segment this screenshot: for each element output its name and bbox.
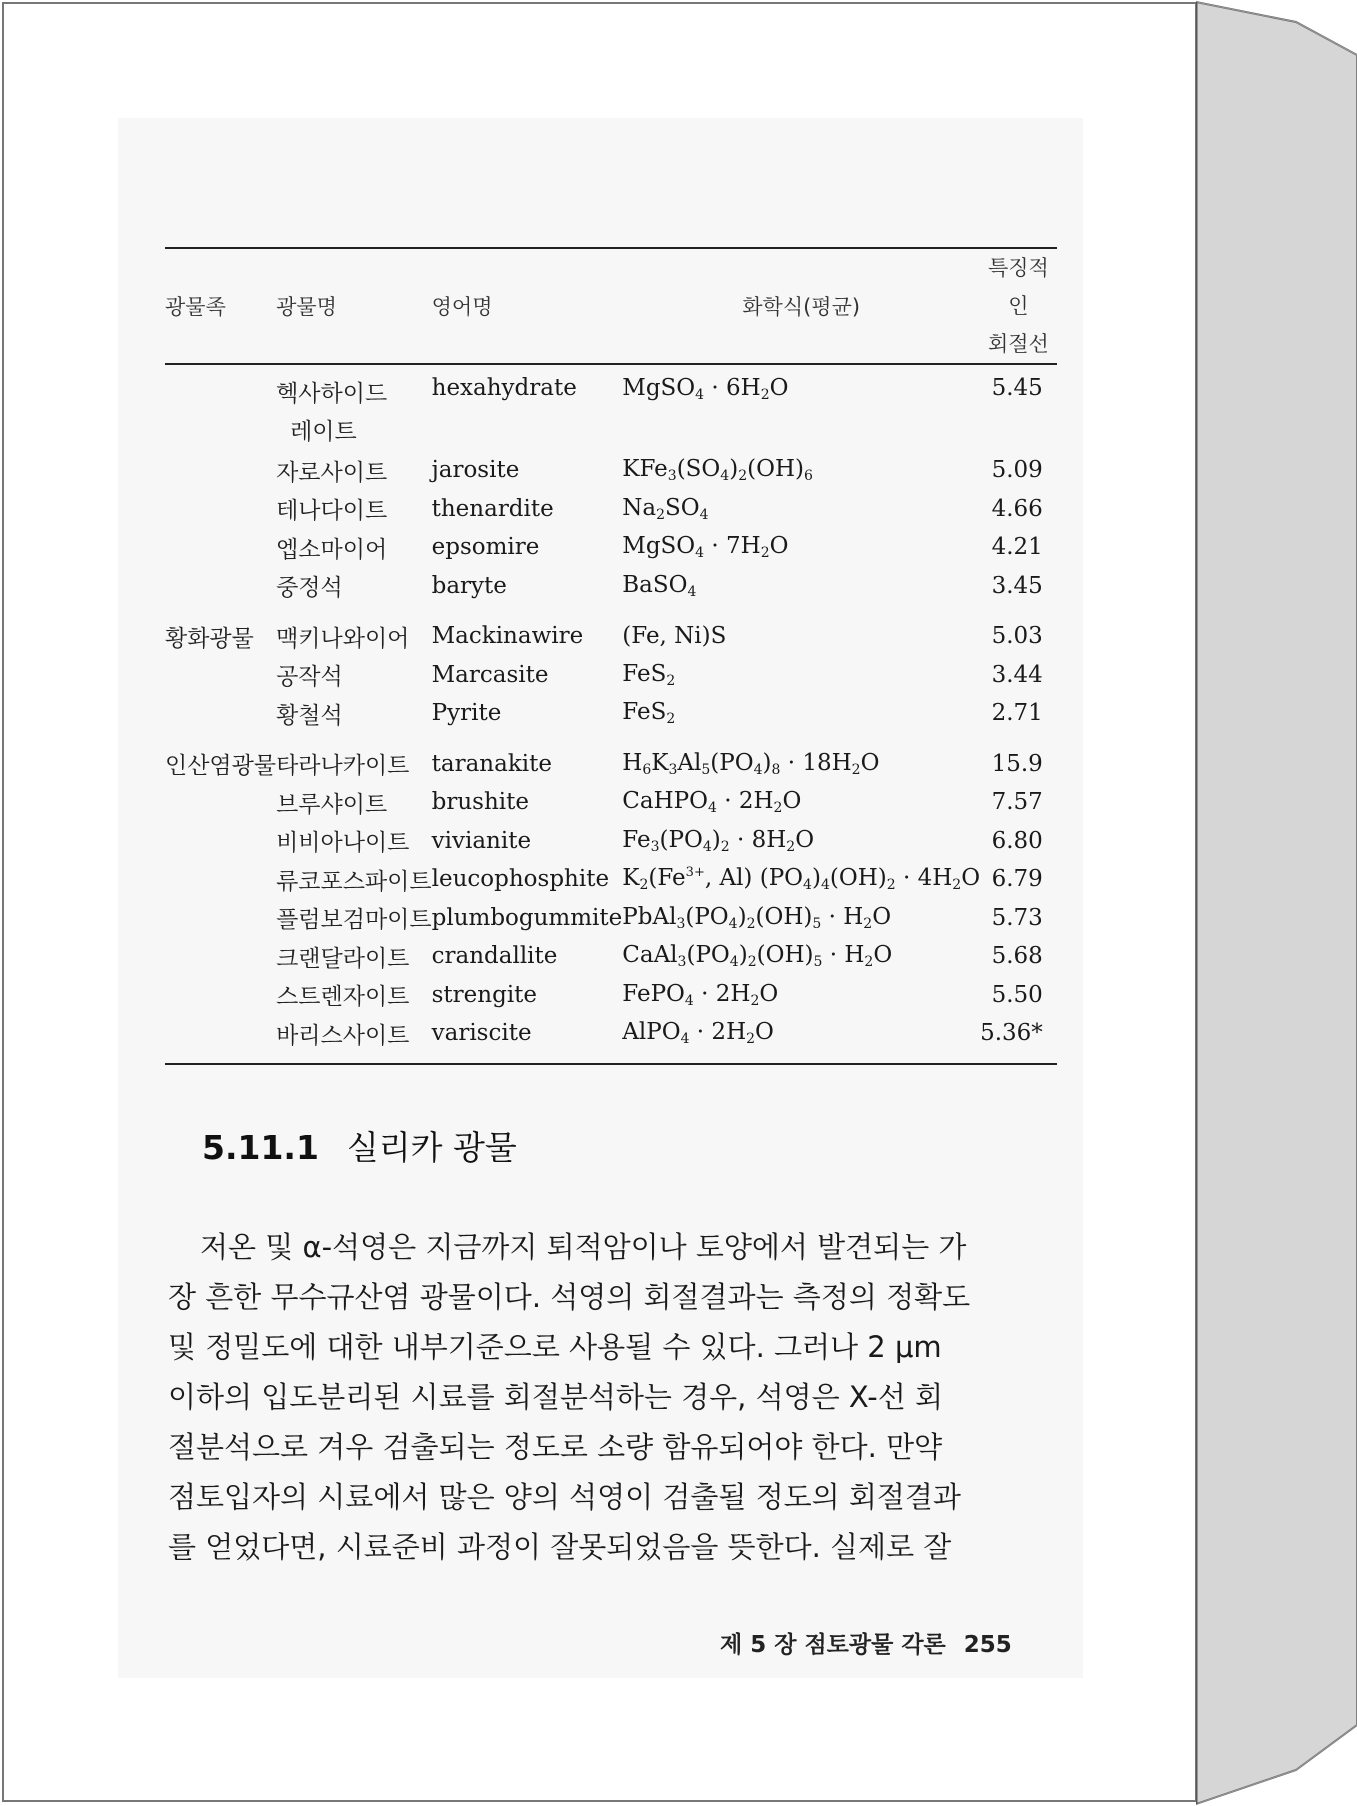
formula-part: ) <box>762 749 772 776</box>
body-line: 장 흔한 무수규산염 광물이다. 석영의 회절결과는 측정의 정확도 <box>168 1280 971 1314</box>
cell-diffraction-line: 4.66 <box>991 495 1043 522</box>
formula-part: BaSO <box>622 571 688 598</box>
formula-part: 4 <box>699 506 709 523</box>
cell-group <box>165 656 276 695</box>
formula-part: AlPO <box>622 1019 681 1046</box>
cell-english-name: strengite <box>431 981 538 1008</box>
formula-part: · 2H <box>693 980 751 1007</box>
formula-part: · H <box>821 903 864 930</box>
header-formula: 화학식(평균) <box>622 248 980 364</box>
formula-part: · 18H <box>780 749 852 776</box>
header-english: 영어명 <box>432 248 623 364</box>
formula-part: ) <box>811 865 821 892</box>
cell-mineral-name: 비비아나이트 <box>276 830 410 857</box>
formula-part: (OH) <box>829 865 887 892</box>
formula-part: 2 <box>773 800 783 817</box>
cell-mineral-name: 테나다이트 <box>276 498 388 525</box>
formula-part: · 6H <box>704 375 761 401</box>
formula-part: Al <box>677 749 702 776</box>
formula-part: MgSO <box>622 533 696 560</box>
formula-part: (PO <box>659 826 703 853</box>
formula-part: · H <box>822 942 865 969</box>
table-row <box>165 451 1057 490</box>
formula-part: , Al) (PO <box>704 865 804 892</box>
table-row <box>165 937 1057 976</box>
formula-part: 2 <box>639 877 649 894</box>
cell-mineral-name: 중정석 <box>276 575 343 602</box>
cell-formula <box>622 364 980 451</box>
formula-part: ) <box>711 826 721 853</box>
cell-group <box>165 528 276 567</box>
formula-part: H <box>622 749 643 776</box>
cell-formula <box>622 605 980 656</box>
running-footer <box>720 1626 1012 1659</box>
formula-part: 2 <box>886 877 896 894</box>
formula-part: 2 <box>738 468 748 485</box>
cell-english-name: leucophosphite <box>431 866 610 893</box>
formula-part: (Fe <box>648 865 686 892</box>
formula-part: 4 <box>753 761 763 778</box>
table-row <box>165 528 1057 567</box>
cell-diffraction-line: 5.09 <box>991 457 1043 484</box>
cell-mineral-name: 자로사이트 <box>276 459 388 486</box>
cell-diffraction-line: 4.21 <box>991 534 1043 561</box>
formula-part: 4 <box>695 545 705 562</box>
formula-part: FePO <box>622 980 685 1007</box>
cell-english-name: taranakite <box>431 750 552 777</box>
cell-english-name: baryte <box>431 572 507 599</box>
formula-part: 6 <box>803 468 813 485</box>
header-line <box>980 248 1057 364</box>
cell-english-name: Pyrite <box>431 700 502 727</box>
formula-part: 4 <box>729 954 739 971</box>
formula-part: · 8H <box>729 826 787 853</box>
formula-part: 4 <box>707 800 717 817</box>
formula-part: · 4H <box>895 865 953 892</box>
body-line: 이하의 입도분리된 시료를 회절분석하는 경우, 석영은 X-선 회 <box>168 1380 943 1414</box>
formula-part: PbAl <box>622 903 677 930</box>
formula-part: (OH) <box>755 903 813 930</box>
cell-english-name: Mackinawire <box>431 623 584 650</box>
formula-part: 4 <box>720 468 730 485</box>
formula-part: · 7H <box>704 533 761 560</box>
body-line: 점토입자의 시료에서 많은 양의 석영이 검출될 정도의 회절결과 <box>168 1480 961 1514</box>
table-row <box>165 694 1057 733</box>
formula-part: K <box>622 865 640 892</box>
cell-english-name: hexahydrate <box>431 375 577 401</box>
formula-part: 4 <box>702 838 712 855</box>
formula-part: O <box>769 375 789 401</box>
formula-part: 4 <box>695 387 705 403</box>
formula-part: CaHPO <box>622 788 708 815</box>
table-row <box>165 567 1057 606</box>
cell-diffraction-line: 5.68 <box>991 943 1043 970</box>
table-row <box>165 822 1057 861</box>
formula-part: O <box>872 903 892 930</box>
formula-part: 4 <box>687 583 697 600</box>
mineral-name-wrap <box>276 375 387 451</box>
formula-part: 5 <box>701 761 711 778</box>
cell-english-name: thenardite <box>431 495 554 522</box>
formula-part: 3+ <box>685 865 705 881</box>
formula-part: (PO <box>686 942 730 969</box>
cell-group <box>165 694 276 733</box>
cell-english-name: brushite <box>431 789 529 816</box>
cell-mineral-name: 황철석 <box>276 702 343 729</box>
cell-group <box>165 860 276 899</box>
body-line: 절분석으로 겨우 검출되는 정도로 소량 함유되어야 한다. 만약 <box>168 1430 943 1464</box>
formula-part: 2 <box>747 954 757 971</box>
cell-formula <box>622 976 980 1015</box>
formula-part: O <box>755 1019 774 1046</box>
formula-part: O <box>782 788 802 815</box>
formula-part: 4 <box>684 992 694 1009</box>
cell-formula <box>622 490 980 529</box>
cell-english-name: Marcasite <box>431 661 549 688</box>
formula-part: O <box>961 865 981 892</box>
cell-mineral-name: 류코포스파이트 <box>276 868 432 895</box>
cell-diffraction-line: 7.57 <box>991 789 1043 816</box>
formula-part: 4 <box>680 1031 690 1048</box>
footer-chapter: 제 5 장 점토광물 각론 <box>720 1632 946 1658</box>
formula-part: O <box>759 980 779 1007</box>
cell-mineral-name: 바리스사이트 <box>276 1014 432 1064</box>
formula-part: KFe <box>622 456 668 483</box>
cell-english-name: plumbogummite <box>431 904 623 931</box>
cell-formula <box>622 451 980 490</box>
formula-part: 2 <box>666 711 676 728</box>
cell-diffraction-line: 6.79 <box>991 866 1043 893</box>
formula-part: MgSO <box>622 375 696 401</box>
formula-part: 3 <box>667 468 677 485</box>
formula-part: CaAl <box>622 942 678 969</box>
table-row <box>165 783 1057 822</box>
formula-part: 2 <box>720 838 730 855</box>
formula-part: K <box>651 749 669 776</box>
mineral-name: 헥사하이드 <box>276 381 388 407</box>
body-line: 저온 및 α-석영은 지금까지 퇴적암이나 토양에서 발견되는 가 <box>200 1230 967 1264</box>
cell-english-name: vivianite <box>431 827 532 854</box>
cell-formula <box>622 937 980 976</box>
header-group: 광물족 <box>165 248 276 364</box>
formula-part: 2 <box>746 915 756 932</box>
formula-part: 6 <box>642 761 652 778</box>
table-row <box>165 733 1057 784</box>
formula-part: 2 <box>786 838 796 855</box>
cell-formula <box>622 822 980 861</box>
cell-english-name: variscite <box>432 1014 623 1064</box>
formula-part: (OH) <box>756 942 814 969</box>
cell-group <box>165 451 276 490</box>
cell-diffraction-line: 3.44 <box>991 661 1043 688</box>
formula-part: 2 <box>760 545 770 562</box>
cell-mineral-name: 스트렌자이트 <box>276 984 410 1011</box>
formula-part: SO <box>665 494 700 521</box>
cell-group <box>165 783 276 822</box>
cell-formula <box>622 528 980 567</box>
table-row <box>165 860 1057 899</box>
formula-part: 4 <box>728 915 738 932</box>
formula-part: 2 <box>760 387 770 403</box>
table-row <box>165 976 1057 1015</box>
cell-mineral-name: 맥키나와이어 <box>276 625 410 652</box>
formula-part: 3 <box>677 954 687 971</box>
formula-part: 2 <box>952 877 962 894</box>
cell-diffraction-line: 6.80 <box>991 827 1043 854</box>
formula-part: 2 <box>666 672 676 689</box>
formula-part: (PO <box>710 749 754 776</box>
formula-part: 2 <box>851 761 861 778</box>
formula-part: O <box>860 749 880 776</box>
formula-part: 2 <box>750 992 760 1009</box>
table-header-row <box>165 248 1057 364</box>
formula-part: (PO <box>685 903 729 930</box>
mineral-diffraction-table <box>165 247 1057 1065</box>
formula-part: O <box>873 942 893 969</box>
cell-formula <box>622 656 980 695</box>
section-number: 5.11.1 <box>202 1128 319 1167</box>
cell-group <box>165 899 276 938</box>
cell-diffraction-line: 15.9 <box>991 750 1043 777</box>
cell-mineral-name: 타라나카이트 <box>276 753 410 780</box>
cell-formula <box>622 694 980 733</box>
header-line-1: 특징적인 <box>987 256 1049 318</box>
formula-part: ) <box>729 456 739 483</box>
header-name: 광물명 <box>276 248 432 364</box>
cell-mineral-name: 브루샤이트 <box>276 791 388 818</box>
formula-part: (Fe, Ni)S <box>622 623 727 650</box>
formula-part: 5 <box>813 954 823 971</box>
table-body <box>165 364 1057 1064</box>
cell-group <box>165 937 276 976</box>
page-number: 255 <box>963 1632 1012 1658</box>
cell-mineral-name: 공작석 <box>276 664 343 691</box>
table-row <box>165 1014 1057 1064</box>
cell-group <box>165 490 276 529</box>
cell-formula <box>622 860 980 899</box>
table-row <box>165 490 1057 529</box>
cell-formula <box>622 733 980 784</box>
cell-english-name: jarosite <box>431 457 520 484</box>
table-row <box>165 656 1057 695</box>
cell-mineral-name: 플럼보검마이트 <box>276 907 432 934</box>
cell-group <box>165 822 276 861</box>
cell-diffraction-line: 5.50 <box>991 981 1043 1008</box>
section-title: 실리카 광물 <box>346 1128 517 1167</box>
cell-english-name: crandallite <box>431 943 558 970</box>
formula-part: 2 <box>746 1031 756 1048</box>
cell-formula <box>622 1014 980 1064</box>
formula-part: (OH) <box>747 456 804 483</box>
cell-group: 인산염광물 <box>165 753 277 780</box>
table-row <box>165 605 1057 656</box>
formula-part: 8 <box>771 761 781 778</box>
formula-part: · 2H <box>716 788 774 815</box>
cell-diffraction-line: 5.45 <box>991 375 1043 401</box>
formula-part: 5 <box>812 915 822 932</box>
cell-group <box>165 1014 276 1064</box>
body-line: 를 얻었다면, 시료준비 과정이 잘못되었음을 뜻한다. 실제로 잘 <box>168 1530 952 1564</box>
formula-part: 3 <box>668 761 678 778</box>
cell-diffraction-line: 3.45 <box>991 572 1043 599</box>
cell-formula <box>622 783 980 822</box>
formula-part: FeS <box>622 699 667 726</box>
body-line: 및 정밀도에 대한 내부기준으로 사용될 수 있다. 그러나 2 μm <box>168 1330 942 1364</box>
formula-part: 4 <box>803 877 812 894</box>
formula-part: ) <box>738 942 748 969</box>
formula-part: O <box>769 533 789 560</box>
mineral-name-continued: 레이트 <box>290 419 357 445</box>
formula-part: · 2H <box>689 1019 747 1046</box>
cell-group <box>165 976 276 1015</box>
table-row <box>165 364 1057 451</box>
formula-part: 2 <box>863 915 873 932</box>
cell-diffraction-line: 5.73 <box>991 904 1043 931</box>
cell-group: 황화광물 <box>165 625 254 652</box>
formula-part: FeS <box>622 660 667 687</box>
cell-diffraction-line: 5.03 <box>991 623 1043 650</box>
cell-group <box>165 567 276 606</box>
formula-part: (SO <box>676 456 721 483</box>
formula-part: 3 <box>676 915 686 932</box>
formula-part: Na <box>622 494 657 521</box>
cell-group <box>165 364 276 451</box>
formula-part: ) <box>737 903 747 930</box>
cell-mineral-name <box>276 364 432 451</box>
formula-part: O <box>795 826 815 853</box>
section-heading <box>202 1122 517 1169</box>
formula-part: 4 <box>820 877 830 894</box>
cell-english-name: epsomire <box>431 534 540 561</box>
formula-part: 2 <box>656 506 666 523</box>
body-paragraph <box>168 1222 1058 1572</box>
formula-part: Fe <box>622 826 651 853</box>
header-line-2: 회절선 <box>987 332 1049 356</box>
formula-part: 3 <box>650 838 660 855</box>
cell-diffraction-line: 5.36* <box>980 1014 1057 1064</box>
formula-part: 2 <box>864 954 874 971</box>
cell-mineral-name: 엡소마이어 <box>276 536 388 563</box>
book-side-edge <box>1196 0 1357 1806</box>
table-row <box>165 899 1057 938</box>
cell-diffraction-line: 2.71 <box>991 700 1043 727</box>
cell-formula <box>622 567 980 606</box>
cell-formula <box>622 899 980 938</box>
cell-mineral-name: 크랜달라이트 <box>276 945 410 972</box>
